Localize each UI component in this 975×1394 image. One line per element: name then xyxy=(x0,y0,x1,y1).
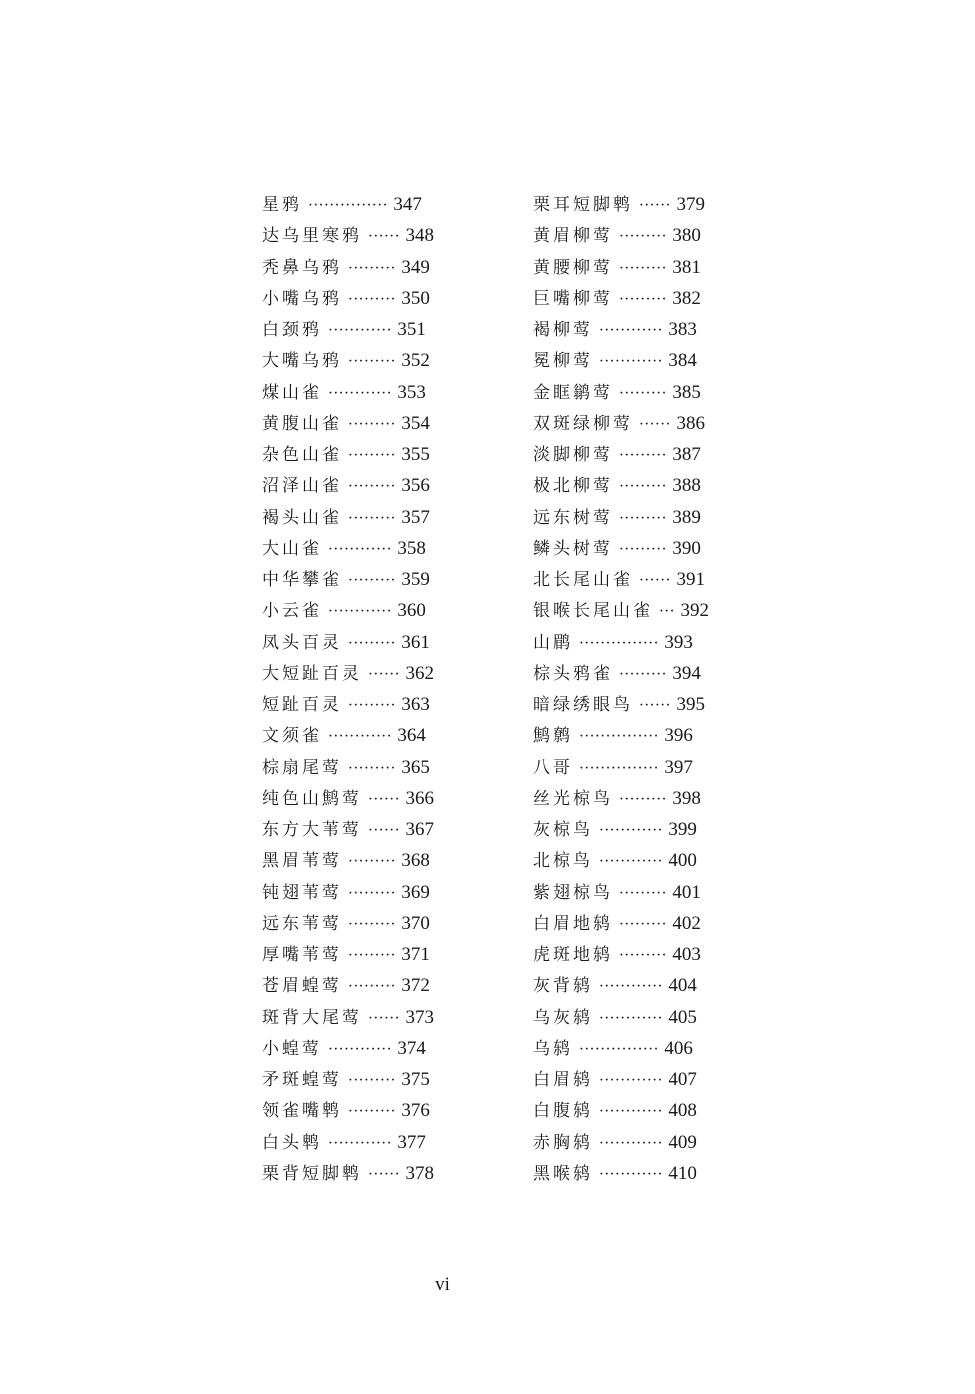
toc-entry-name: 厚嘴苇莺 xyxy=(262,945,342,965)
page-number: vi xyxy=(435,1274,450,1295)
toc-entry-leader-dots: ········· xyxy=(618,259,667,277)
toc-entry-leader-dots: ········· xyxy=(347,853,396,871)
toc-entry-page-number: 383 xyxy=(668,319,697,340)
toc-entry-page-number: 373 xyxy=(405,1006,434,1028)
toc-entry-name: 淡脚柳莺 xyxy=(533,445,613,465)
toc-entry xyxy=(262,283,434,314)
toc-entry-name: 巨嘴柳莺 xyxy=(533,288,613,309)
toc-entry-page-number: 402 xyxy=(672,912,701,934)
toc-entry-page-number: 369 xyxy=(401,881,430,903)
toc-entry-name: 远东树莺 xyxy=(533,507,613,528)
toc-entry xyxy=(262,1158,434,1189)
toc-entry-name: 冕柳莺 xyxy=(533,351,593,372)
toc-entry-leader-dots: ········· xyxy=(347,353,396,371)
toc-entry xyxy=(533,970,709,1001)
toc-entry-leader-dots: ········· xyxy=(347,259,396,277)
toc-entry-page-number: 350 xyxy=(401,287,430,309)
toc-entry xyxy=(533,252,709,283)
toc-entry-leader-dots: ······ xyxy=(367,790,400,808)
toc-entry xyxy=(533,377,709,408)
toc-entry xyxy=(533,627,709,658)
toc-entry xyxy=(533,783,709,814)
toc-entry xyxy=(262,220,434,251)
toc-entry-page-number: 406 xyxy=(664,1037,693,1059)
toc-entry xyxy=(262,252,434,283)
toc-entry xyxy=(262,1033,434,1064)
toc-entry-page-number: 392 xyxy=(680,600,709,622)
toc-entry-leader-dots: ············ xyxy=(327,384,392,402)
toc-entry-name: 中华攀雀 xyxy=(262,570,342,590)
toc-entry-page-number: 398 xyxy=(672,787,701,809)
toc-entry-page-number: 347 xyxy=(393,194,422,215)
toc-entry-leader-dots: ········· xyxy=(618,478,667,496)
toc-entry-page-number: 362 xyxy=(405,662,434,684)
toc-entry xyxy=(262,1064,434,1095)
toc-entry xyxy=(262,1127,434,1158)
toc-entry-name: 暗绿绣眼鸟 xyxy=(533,695,633,715)
toc-entry xyxy=(533,314,709,345)
toc-entry-leader-dots: ··· xyxy=(658,603,675,621)
toc-entry xyxy=(262,689,434,720)
toc-entry xyxy=(262,970,434,1001)
toc-entry-name: 领雀嘴鹎 xyxy=(262,1101,342,1122)
toc-entry-name: 赤胸鸫 xyxy=(533,1132,593,1153)
toc-entry-page-number: 384 xyxy=(668,350,697,372)
toc-entry-page-number: 354 xyxy=(401,412,430,434)
toc-entry-name: 小云雀 xyxy=(262,601,322,622)
toc-entry xyxy=(262,627,434,658)
toc-entry-leader-dots: ········· xyxy=(347,447,396,464)
toc-entry-name: 双斑绿柳莺 xyxy=(533,413,633,434)
toc-entry xyxy=(533,470,709,501)
toc-entry-name: 白眉地鸫 xyxy=(533,913,613,934)
toc-entry-name: 钝翅苇莺 xyxy=(262,882,342,903)
toc-entry-name: 乌灰鸫 xyxy=(533,1007,593,1028)
toc-entry-page-number: 368 xyxy=(401,850,430,872)
toc-entry-name: 白颈鸦 xyxy=(262,320,322,340)
toc-entry-leader-dots: ············ xyxy=(598,322,663,339)
toc-entry-leader-dots: ········· xyxy=(347,572,396,589)
toc-entry-page-number: 405 xyxy=(668,1006,697,1028)
toc-entry-page-number: 363 xyxy=(401,694,430,715)
toc-entry-name: 大嘴乌鸦 xyxy=(262,351,342,372)
toc-entry-page-number: 403 xyxy=(672,944,701,965)
toc-entry-page-number: 378 xyxy=(405,1162,434,1184)
toc-entry-name: 黄腰柳莺 xyxy=(533,257,613,278)
toc-entry-page-number: 393 xyxy=(664,631,693,653)
toc-entry xyxy=(533,408,709,439)
toc-entry-page-number: 356 xyxy=(401,475,430,497)
toc-entry xyxy=(262,814,434,845)
toc-entry-name: 丝光椋鸟 xyxy=(533,788,613,809)
toc-entry xyxy=(262,752,434,783)
toc-entry-leader-dots: ········· xyxy=(347,947,396,964)
toc-entry-name: 棕头鸦雀 xyxy=(533,663,613,684)
toc-entry-leader-dots: ········· xyxy=(347,478,396,496)
toc-entry-leader-dots: ············ xyxy=(598,822,663,839)
toc-entry-leader-dots: ············ xyxy=(598,1103,663,1121)
toc-entry-name: 灰背鸫 xyxy=(533,976,593,997)
toc-entry xyxy=(533,595,709,626)
toc-entry xyxy=(533,283,709,314)
toc-entry xyxy=(262,345,434,376)
toc-entry-name: 极北柳莺 xyxy=(533,476,613,497)
toc-entry-name: 虎斑地鸫 xyxy=(533,945,613,965)
toc-entry xyxy=(533,814,709,845)
toc-entry-page-number: 357 xyxy=(401,506,430,528)
toc-entry xyxy=(533,1095,709,1126)
toc-entry xyxy=(533,533,709,564)
toc-entry-name: 小蝗莺 xyxy=(262,1038,322,1059)
toc-entry xyxy=(262,564,434,595)
toc-entry xyxy=(533,502,709,533)
toc-entry-leader-dots: ············ xyxy=(327,1040,392,1058)
toc-entry xyxy=(262,783,434,814)
toc-entry-leader-dots: ············ xyxy=(598,353,663,371)
toc-entry-leader-dots: ··············· xyxy=(578,634,659,652)
toc-entry-name: 小嘴乌鸦 xyxy=(262,288,342,309)
toc-entry-page-number: 382 xyxy=(672,287,701,309)
toc-entry xyxy=(533,564,709,595)
toc-entry xyxy=(262,1002,434,1033)
toc-entry xyxy=(262,908,434,939)
toc-entry-leader-dots: ······ xyxy=(638,572,671,589)
toc-entry-leader-dots: ············ xyxy=(598,1009,663,1027)
toc-entry-leader-dots: ········· xyxy=(618,228,667,246)
toc-entry xyxy=(533,908,709,939)
toc-entry xyxy=(262,595,434,626)
toc-entry-page-number: 366 xyxy=(405,787,434,809)
toc-entry-leader-dots: ········· xyxy=(618,509,667,527)
toc-entry-page-number: 358 xyxy=(397,537,426,559)
toc-entry-leader-dots: ········· xyxy=(618,665,667,683)
toc-entry xyxy=(533,845,709,876)
toc-entry xyxy=(262,939,434,970)
toc-entry-name: 凤头百灵 xyxy=(262,632,342,653)
toc-entry-name: 白眉鸫 xyxy=(533,1070,593,1090)
toc-entry-leader-dots: ········· xyxy=(347,697,396,714)
toc-entry-name: 东方大苇莺 xyxy=(262,820,362,840)
toc-entry-name: 黑眉苇莺 xyxy=(262,851,342,872)
toc-entry-leader-dots: ······ xyxy=(638,415,671,433)
toc-entry-name: 短趾百灵 xyxy=(262,695,342,715)
toc-entry-name: 秃鼻乌鸦 xyxy=(262,257,342,278)
toc-entry-name: 北椋鸟 xyxy=(533,851,593,872)
toc-entry-leader-dots: ········· xyxy=(618,384,667,402)
toc-entry-leader-dots: ··············· xyxy=(578,759,659,777)
toc-entry-leader-dots: ········· xyxy=(347,634,396,652)
toc-entry-leader-dots: ········· xyxy=(347,1103,396,1121)
toc-entry-page-number: 364 xyxy=(397,725,426,747)
toc-entry xyxy=(262,314,434,345)
toc-entry-leader-dots: ··············· xyxy=(578,728,659,746)
toc-entry-name: 大短趾百灵 xyxy=(262,663,362,684)
toc-entry-name: 鹪鹩 xyxy=(533,726,573,747)
toc-entry-name: 乌鸫 xyxy=(533,1038,573,1059)
toc-entry-name: 栗背短脚鹎 xyxy=(262,1163,362,1184)
toc-entry-leader-dots: ············ xyxy=(598,853,663,871)
toc-entry xyxy=(533,1002,709,1033)
toc-entry-leader-dots: ········· xyxy=(347,290,396,308)
toc-entry-leader-dots: ········· xyxy=(347,759,396,777)
toc-entry xyxy=(262,408,434,439)
toc-entry-page-number: 371 xyxy=(401,944,430,965)
toc-entry-leader-dots: ········· xyxy=(618,790,667,808)
toc-entry-page-number: 404 xyxy=(668,975,697,997)
toc-entry-name: 棕扇尾莺 xyxy=(262,757,342,778)
toc-entry xyxy=(262,439,434,470)
toc-entry xyxy=(262,1095,434,1126)
toc-entry-page-number: 380 xyxy=(672,225,701,247)
toc-entry-page-number: 376 xyxy=(401,1100,430,1122)
toc-entry-page-number: 377 xyxy=(397,1131,426,1153)
toc-entry-name: 八哥 xyxy=(533,757,573,778)
toc-entry-leader-dots: ··············· xyxy=(307,197,388,214)
toc-entry-name: 白腹鸫 xyxy=(533,1101,593,1122)
toc-entry-page-number: 410 xyxy=(668,1162,697,1184)
toc-entry-leader-dots: ············ xyxy=(598,1165,663,1183)
toc-entry-page-number: 360 xyxy=(397,600,426,622)
toc-entry xyxy=(533,189,709,220)
toc-entry-leader-dots: ········· xyxy=(347,509,396,527)
toc-entry xyxy=(533,345,709,376)
toc-entry-name: 黄眉柳莺 xyxy=(533,226,613,247)
toc-entry-leader-dots: ······ xyxy=(367,1009,400,1027)
toc-entry xyxy=(533,1127,709,1158)
toc-entry-name: 达乌里寒鸦 xyxy=(262,226,362,247)
toc-entry-page-number: 370 xyxy=(401,912,430,934)
toc-left-column xyxy=(262,189,434,1189)
toc-entry xyxy=(533,1033,709,1064)
toc-entry xyxy=(533,689,709,720)
toc-entry xyxy=(533,1158,709,1189)
toc-entry-leader-dots: ········· xyxy=(618,540,667,558)
toc-entry-leader-dots: ········· xyxy=(618,447,667,464)
toc-entry-leader-dots: ··············· xyxy=(578,1040,659,1058)
toc-entry-page-number: 372 xyxy=(401,975,430,997)
toc-entry-page-number: 407 xyxy=(668,1069,697,1090)
toc-entry-page-number: 381 xyxy=(672,256,701,278)
toc-entry-leader-dots: ············ xyxy=(327,728,392,746)
toc-entry-name: 白头鹎 xyxy=(262,1132,322,1153)
toc-entry-page-number: 385 xyxy=(672,381,701,403)
toc-entry-leader-dots: ········· xyxy=(347,415,396,433)
toc-entry-page-number: 352 xyxy=(401,350,430,372)
toc-entry-name: 大山雀 xyxy=(262,538,322,559)
toc-entry-leader-dots: ············ xyxy=(327,1134,392,1152)
toc-right-column xyxy=(533,189,709,1189)
toc-entry-leader-dots: ············ xyxy=(598,1072,663,1089)
toc-entry-page-number: 400 xyxy=(668,850,697,872)
toc-entry xyxy=(533,752,709,783)
toc-entry-name: 远东苇莺 xyxy=(262,913,342,934)
toc-entry-leader-dots: ········· xyxy=(618,947,667,964)
toc-entry-leader-dots: ······ xyxy=(367,228,400,246)
toc-entry-leader-dots: ······ xyxy=(367,822,400,839)
toc-entry-leader-dots: ········· xyxy=(618,915,667,933)
toc-entry-name: 纯色山鹪莺 xyxy=(262,788,362,809)
toc-entry-name: 山鹛 xyxy=(533,632,573,653)
toc-entry-leader-dots: ········· xyxy=(347,978,396,996)
toc-entry xyxy=(533,439,709,470)
toc-entry-leader-dots: ········· xyxy=(347,915,396,933)
toc-entry xyxy=(262,189,434,220)
toc-entry-page-number: 387 xyxy=(672,444,701,465)
toc-entry-page-number: 374 xyxy=(397,1037,426,1059)
toc-entry-name: 杂色山雀 xyxy=(262,445,342,465)
toc-entry-page-number: 375 xyxy=(401,1069,430,1090)
toc-entry xyxy=(262,502,434,533)
toc-entry-leader-dots: ········· xyxy=(618,290,667,308)
toc-entry-page-number: 390 xyxy=(672,537,701,559)
toc-entry xyxy=(262,470,434,501)
toc-entry-name: 苍眉蝗莺 xyxy=(262,976,342,997)
toc-entry-name: 黑喉鸫 xyxy=(533,1163,593,1184)
toc-entry-page-number: 389 xyxy=(672,506,701,528)
toc-entry-leader-dots: ········· xyxy=(347,884,396,902)
toc-entry-name: 灰椋鸟 xyxy=(533,820,593,840)
toc-entry-leader-dots: ············ xyxy=(327,322,392,339)
toc-entry-page-number: 399 xyxy=(668,819,697,840)
toc-entry xyxy=(533,1064,709,1095)
toc-entry-name: 沼泽山雀 xyxy=(262,476,342,497)
toc-entry-name: 金眶鹟莺 xyxy=(533,382,613,403)
toc-entry-page-number: 408 xyxy=(668,1100,697,1122)
toc-entry-page-number: 353 xyxy=(397,381,426,403)
toc-entry xyxy=(533,658,709,689)
toc-entry-leader-dots: ········· xyxy=(347,1072,396,1089)
toc-entry-name: 斑背大尾莺 xyxy=(262,1007,362,1028)
toc-entry xyxy=(533,220,709,251)
toc-entry-page-number: 386 xyxy=(676,412,705,434)
toc-entry-name: 矛斑蝗莺 xyxy=(262,1070,342,1090)
toc-entry-page-number: 401 xyxy=(672,881,701,903)
toc-entry-name: 星鸦 xyxy=(262,195,302,215)
toc-entry-page-number: 365 xyxy=(401,756,430,778)
toc-entry-page-number: 349 xyxy=(401,256,430,278)
toc-entry-name: 栗耳短脚鹎 xyxy=(533,195,633,215)
toc-entry xyxy=(262,720,434,751)
toc-entry xyxy=(262,377,434,408)
toc-entry-leader-dots: ············ xyxy=(327,540,392,558)
toc-entry-leader-dots: ······ xyxy=(367,665,400,683)
toc-entry xyxy=(533,939,709,970)
toc-entry-name: 褐头山雀 xyxy=(262,507,342,528)
toc-entry-page-number: 348 xyxy=(405,225,434,247)
toc-entry-name: 褐柳莺 xyxy=(533,320,593,340)
toc-entry-name: 银喉长尾山雀 xyxy=(533,601,653,622)
toc-entry-page-number: 395 xyxy=(676,694,705,715)
toc-entry-page-number: 409 xyxy=(668,1131,697,1153)
toc-entry-leader-dots: ············ xyxy=(327,603,392,621)
toc-entry xyxy=(533,720,709,751)
toc-entry-page-number: 391 xyxy=(676,569,705,590)
toc-entry xyxy=(262,658,434,689)
toc-entry-page-number: 361 xyxy=(401,631,430,653)
toc-entry-page-number: 379 xyxy=(676,194,705,215)
toc-entry-page-number: 388 xyxy=(672,475,701,497)
toc-entry xyxy=(262,877,434,908)
toc-entry-leader-dots: ······ xyxy=(367,1165,400,1183)
toc-entry xyxy=(262,845,434,876)
toc-entry-name: 黄腹山雀 xyxy=(262,413,342,434)
toc-entry-leader-dots: ········· xyxy=(618,884,667,902)
toc-entry-leader-dots: ······ xyxy=(638,197,671,214)
toc-entry-name: 文须雀 xyxy=(262,726,322,747)
toc-entry-name: 北长尾山雀 xyxy=(533,570,633,590)
toc-entry xyxy=(533,877,709,908)
toc-entry-page-number: 359 xyxy=(401,569,430,590)
toc-entry-name: 紫翅椋鸟 xyxy=(533,882,613,903)
toc-entry-page-number: 396 xyxy=(664,725,693,747)
toc-entry-leader-dots: ············ xyxy=(598,978,663,996)
toc-entry-leader-dots: ············ xyxy=(598,1134,663,1152)
toc-entry-page-number: 351 xyxy=(397,319,426,340)
toc-entry-name: 鳞头树莺 xyxy=(533,538,613,559)
toc-entry-leader-dots: ······ xyxy=(638,697,671,714)
toc-entry-page-number: 367 xyxy=(405,819,434,840)
toc-entry-page-number: 397 xyxy=(664,756,693,778)
toc-entry-page-number: 355 xyxy=(401,444,430,465)
toc-entry-page-number: 394 xyxy=(672,662,701,684)
toc-entry-name: 煤山雀 xyxy=(262,382,322,403)
toc-entry xyxy=(262,533,434,564)
